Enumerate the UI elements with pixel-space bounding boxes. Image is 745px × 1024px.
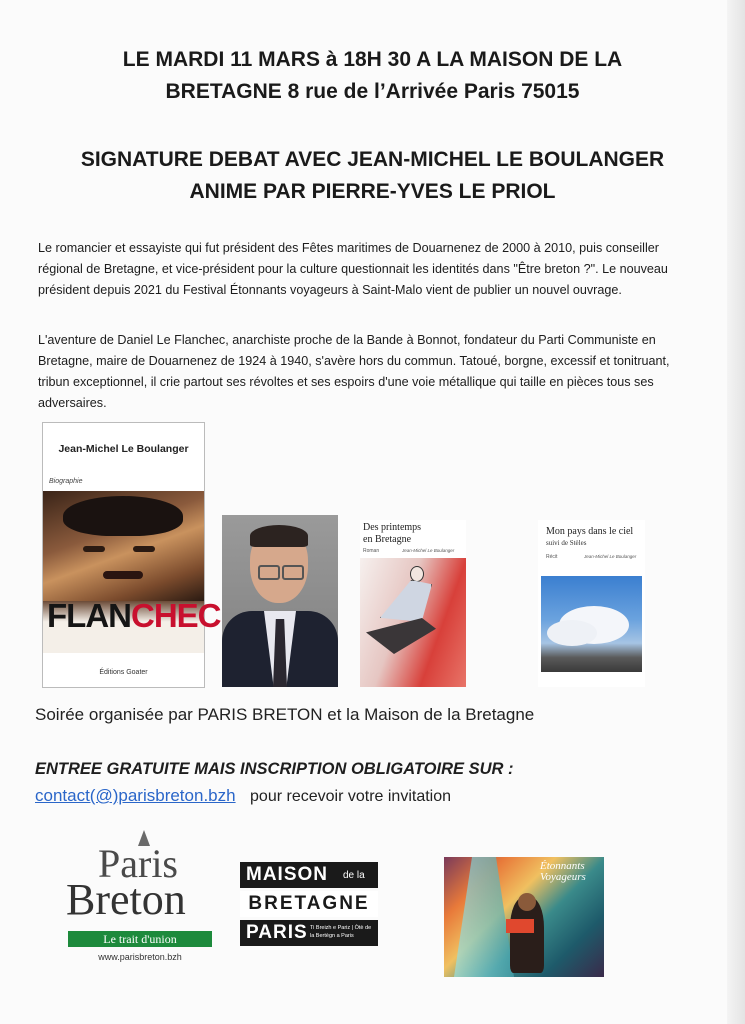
pays-author: Jean-Michel Le Boulanger (584, 554, 637, 559)
maison-line3: PARIS Ti Breizh e Pariz | Òtè de la Bertègn a Paris (240, 920, 378, 946)
scan-page-edge (727, 0, 745, 1024)
flanchec-genre: Biographie (49, 478, 83, 485)
author-paragraph: Le romancier et essayiste qui fut président des Fêtes maritimes de Douarnenez de 2000 à 2010, puis conseiller régional de Bretagne, et vice-président pour la culture questionnait les identités dans "Être breton ?". Le nouveau président depuis 2021 du Festival Étonnants voyageurs à Saint-Malo vient de publier un nouvel ouvrage. (38, 241, 668, 297)
flanchec-author: Jean-Michel Le Boulanger (58, 443, 189, 455)
maison-line2: BRETAGNE (240, 891, 378, 917)
organisers-line: Soirée organisée par PARIS BRETON et la Maison de la Bretagne (35, 705, 535, 724)
free-entry-line: ENTREE GRATUITE MAIS INSCRIPTION OBLIGATOIRE SUR : (35, 760, 514, 778)
paris-breton-tagline: Le trait d'union (68, 931, 212, 947)
maison-bretagne-logo (240, 862, 378, 948)
maison-line1: MAISON de la (240, 862, 378, 888)
book-paragraph: L'aventure de Daniel Le Flanchec, anarchiste proche de la Bande à Bonnot, fondateur du Parti Communiste en Bretagne, maire de Douarnenez de 1924 à 1940, s'avère hors du commun. Tatoué, borgne, excessif et tonitruant, tribun exceptionnel, il crie partout ses révoltes et ses espoirs d'une voie métallique qui taille en pièces tous ses adversaires. (38, 333, 670, 410)
flanchec-portrait (43, 491, 204, 601)
etonnants-voyageurs-poster (444, 857, 604, 977)
printemps-author: Jean-Michel Le Boulanger (402, 548, 455, 553)
event-address-line: BRETAGNE 8 rue de l’Arrivée Paris 75015 (165, 80, 580, 103)
pays-cloud-photo (541, 576, 642, 672)
pays-genre: Récit (546, 554, 558, 560)
printemps-genre: Roman (363, 548, 380, 554)
paris-breton-logo (60, 830, 220, 965)
paris-breton-url: www.parisbreton.bzh (98, 952, 182, 962)
moderator-line: ANIME PAR PIERRE-YVES LE PRIOL (189, 180, 556, 203)
contact-suffix: pour recevoir votre invitation (250, 788, 452, 805)
printemps-book-cover (360, 520, 466, 687)
signature-line: SIGNATURE DEBAT AVEC JEAN-MICHEL LE BOULANGER (80, 148, 665, 171)
printemps-illustration (360, 558, 466, 687)
author-photo (222, 515, 338, 687)
flanchec-book-cover (42, 422, 221, 688)
pays-title: Mon pays dans le ciel (546, 526, 634, 537)
flanchec-publisher: Éditions Goater (99, 669, 148, 676)
flanchec-title: FLANCHEC (47, 597, 221, 634)
contact-email-link[interactable]: contact(@)parisbreton.bzh (35, 786, 236, 805)
paris-breton-word2: Breton (66, 875, 186, 924)
pays-book-cover (538, 520, 645, 687)
contact-line (35, 786, 451, 806)
etonnants-title: Étonnants Voyageurs (540, 860, 586, 883)
pays-subtitle: suivi de Stèles (546, 539, 587, 547)
event-date-line: LE MARDI 11 MARS à 18H 30 A LA MAISON DE LA (122, 48, 623, 71)
paris-breton-word1: Paris (98, 841, 178, 886)
printemps-title: Des printemps en Bretagne (363, 522, 422, 545)
